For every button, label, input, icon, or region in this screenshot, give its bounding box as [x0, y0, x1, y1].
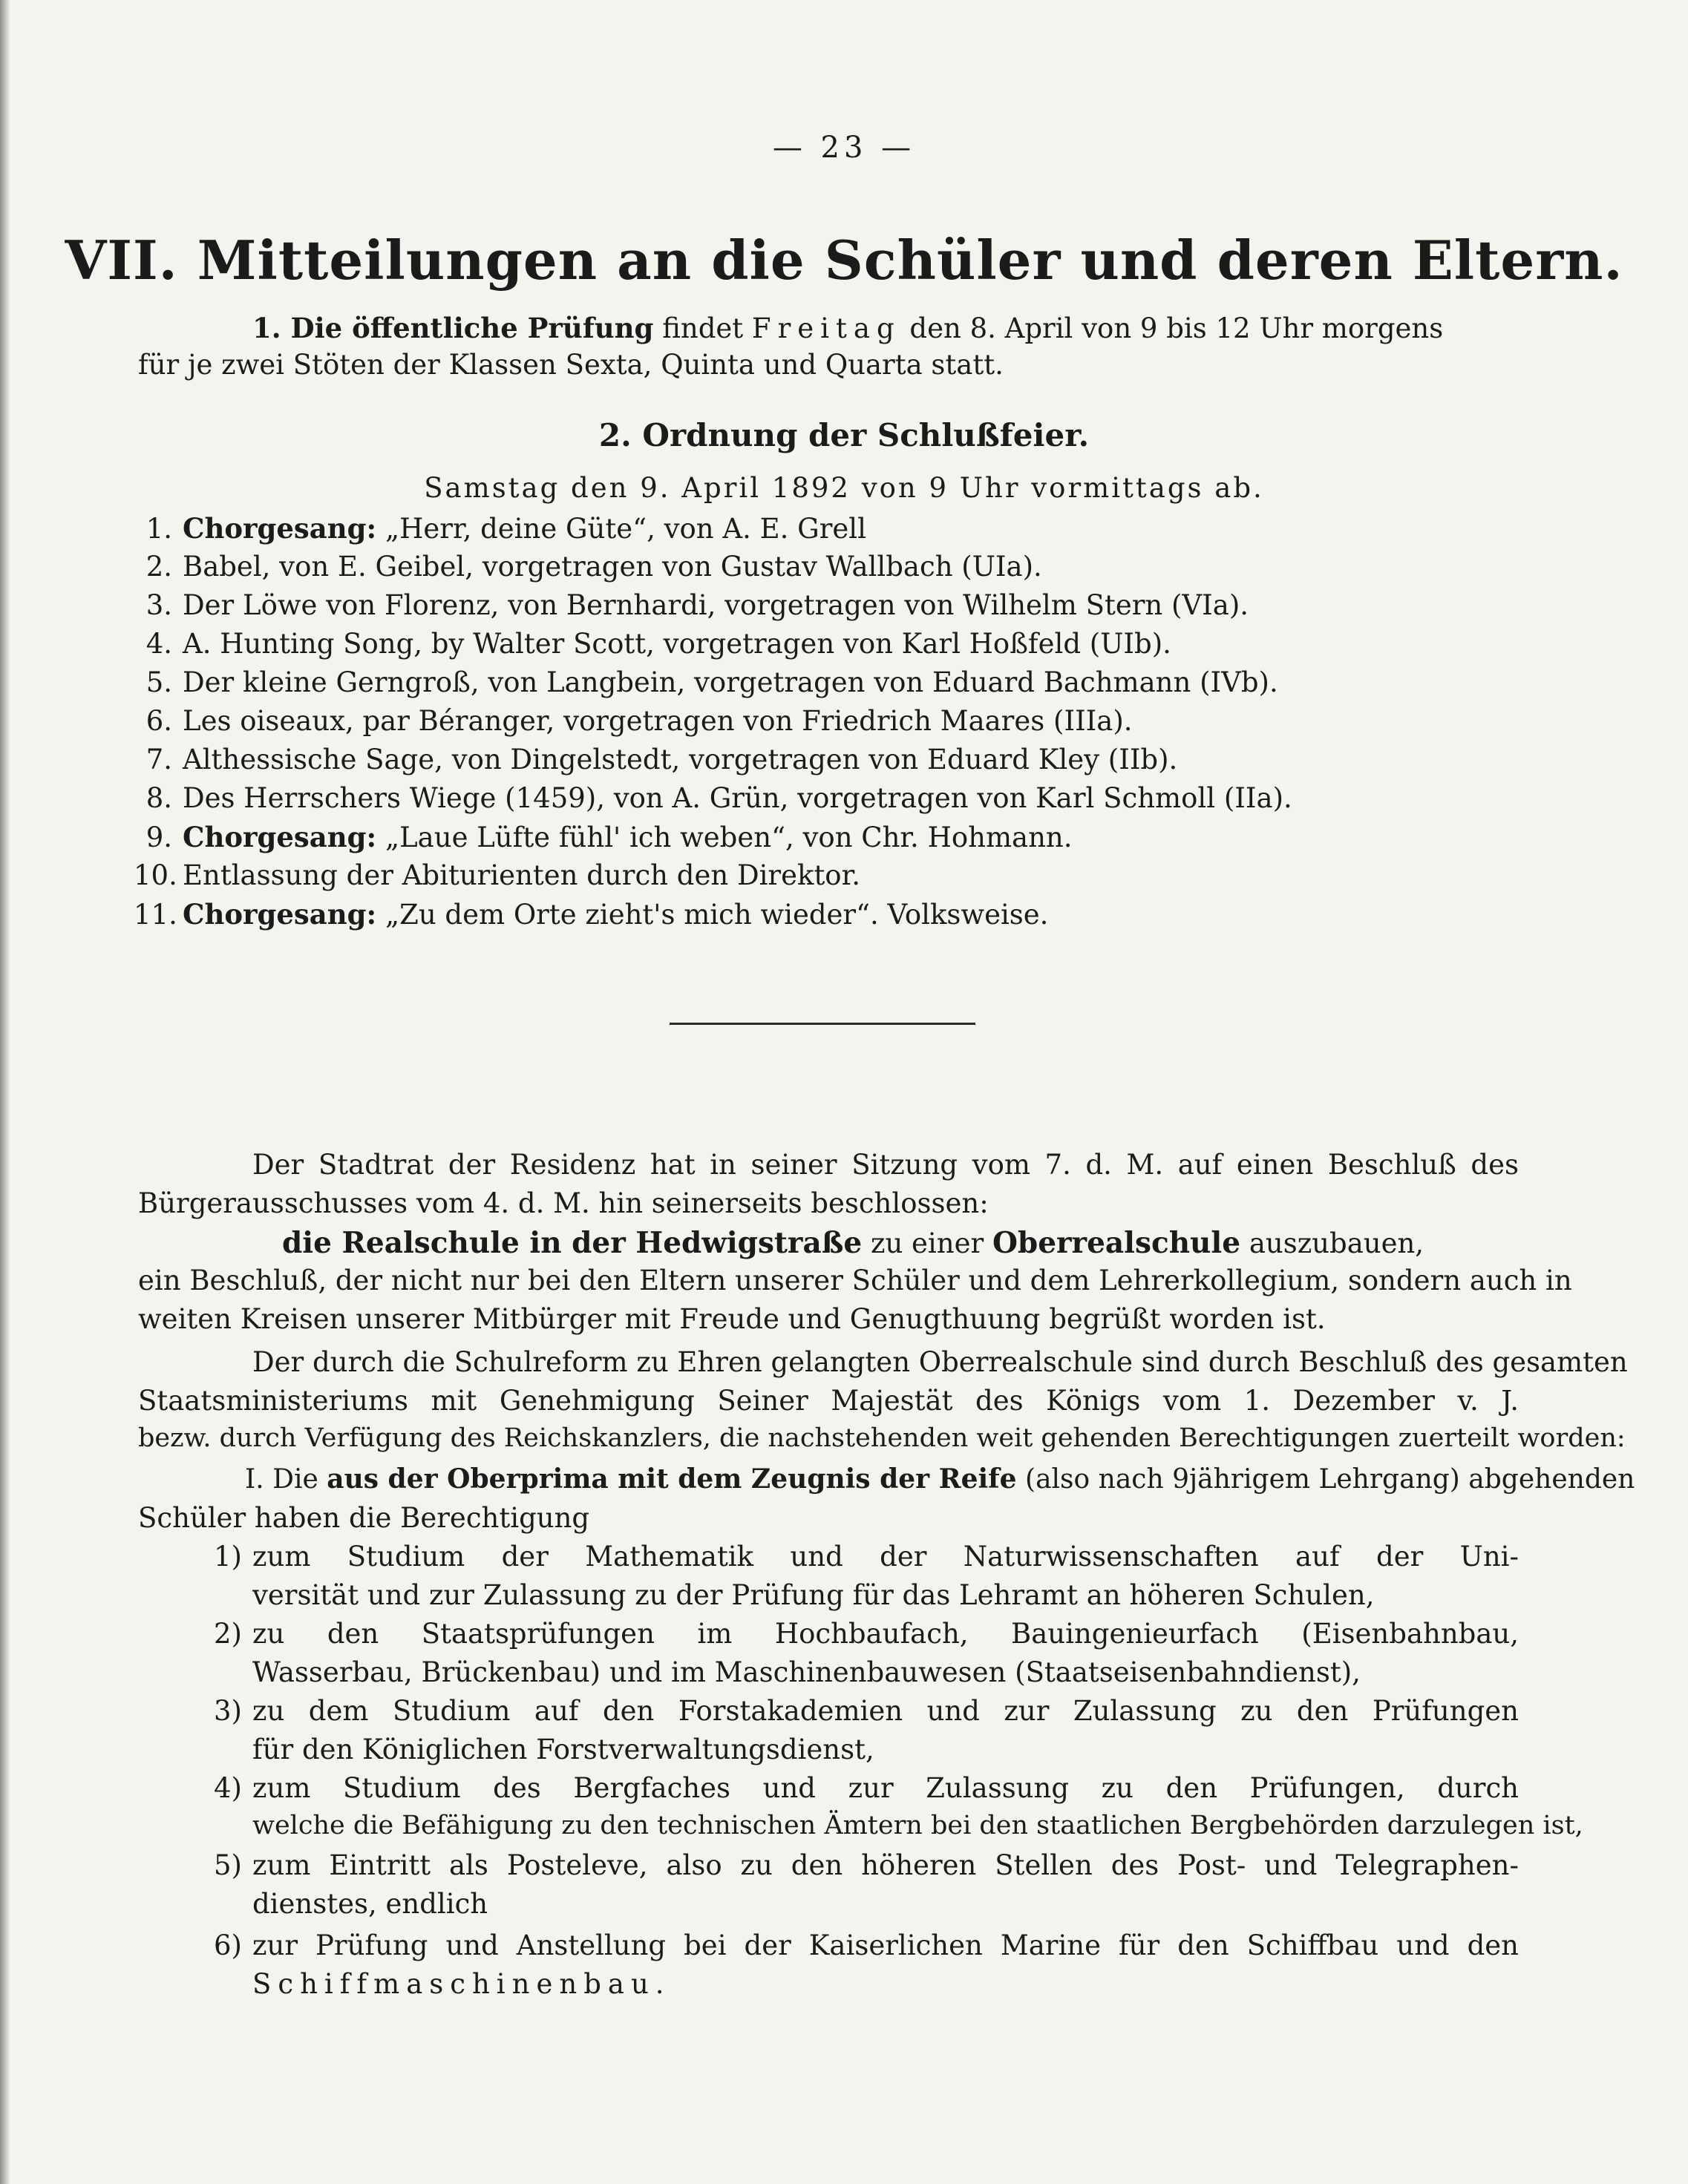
- right-1-line-1: zum Studium der Mathematik und der Naturwissenschaften auf der Uni-: [252, 1541, 1519, 1573]
- pruefung-rest-2: den 8. April von 9 bis 12 Uhr morgens: [909, 312, 1444, 344]
- program-item-number: 11.: [134, 899, 177, 931]
- program-item-text: Der Löwe von Florenz, von Bernhardi, vorgetragen von Wilhelm Stern (VIa).: [183, 589, 1249, 621]
- stadtrat-bold-realschule: die Realschule in der Hedwigstraße: [282, 1226, 863, 1260]
- right-4-line-1: zum Studium des Bergfaches und zur Zulassung zu den Prüfungen, durch: [252, 1772, 1519, 1804]
- program-item-7: [134, 744, 1177, 775]
- stadtrat-p2-line-3: bezw. durch Verfügung des Reichskanzlers, die nachstehenden weit gehenden Berechtigungen zuerteilt worden:: [138, 1423, 1626, 1453]
- program-item-3: [134, 589, 1249, 621]
- right-2-line-1: zu den Staatsprüfungen im Hochbaufach, Bauingenieurfach (Eisenbahnbau,: [252, 1618, 1519, 1650]
- program-item-9: [134, 821, 1073, 853]
- right-2-line-2: Wasserbau, Brückenbau) und im Maschinenbauwesen (Staatseisenbahndienst),: [252, 1656, 1361, 1688]
- stadtrat-p1-line-4: ein Beschluß, der nicht nur bei den Eltern unserer Schüler und dem Lehrerkollegium, sondern auch in: [138, 1265, 1572, 1296]
- stadtrat-p3-line-1: [245, 1463, 1635, 1495]
- program-item-label: Chorgesang:: [183, 821, 377, 853]
- pruefung-line-2: für je zwei Stöten der Klassen Sexta, Quinta und Quarta statt.: [138, 349, 1004, 381]
- scan-edge-shadow: [0, 0, 10, 2184]
- program-item-number: 9.: [145, 822, 172, 853]
- program-item-text: Althessische Sage, von Dingelstedt, vorgetragen von Eduard Kley (IIb).: [183, 744, 1178, 775]
- pruefung-day: Freitag: [751, 312, 901, 344]
- program-item-text: „Zu dem Orte zieht's mich wieder“. Volksweise.: [385, 899, 1049, 931]
- program-item-6: [134, 705, 1133, 737]
- program-item-8: [134, 782, 1292, 814]
- right-number: 3): [214, 1695, 242, 1727]
- right-3-line-2: für den Königlichen Forstverwaltungsdienst,: [252, 1734, 874, 1765]
- program-item-number: 3.: [145, 589, 172, 621]
- program-item-1: [134, 512, 866, 545]
- stadtrat-p2-line-2: Staatsministeriums mit Genehmigung Seiner Majestät des Königs vom 1. Dezember v. J.: [138, 1385, 1519, 1417]
- right-6-line-1: zur Prüfung und Anstellung bei der Kaiserlichen Marine für den Schiffbau und den: [252, 1929, 1519, 1961]
- program-item-text: A. Hunting Song, by Walter Scott, vorgetragen von Karl Hoßfeld (UIb).: [183, 628, 1171, 660]
- schlussfeier-heading: 2. Ordnung der Schlußfeier.: [598, 417, 1090, 453]
- right-1-line-2: versität und zur Zulassung zu der Prüfung für das Lehramt an höheren Schulen,: [252, 1579, 1375, 1611]
- program-item-number: 2.: [145, 551, 172, 583]
- right-6-line-2: Schiffmaschinenbau.: [252, 1968, 671, 2000]
- right-number: 1): [214, 1541, 242, 1573]
- stadtrat-p2-line-1: Der durch die Schulreform zu Ehren gelangten Oberrealschule sind durch Beschluß des gesamten: [252, 1346, 1628, 1378]
- stadtrat-p3-pre: I. Die: [245, 1464, 318, 1495]
- program-item-number: 10.: [134, 859, 177, 891]
- stadtrat-p3-post: (also nach 9jährigem Lehrgang) abgehenden: [1025, 1464, 1635, 1495]
- program-item-number: 5.: [145, 666, 172, 698]
- program-item-5: [134, 666, 1278, 698]
- program-item-number: 6.: [145, 705, 172, 737]
- program-item-11: [134, 898, 1048, 931]
- program-item-number: 8.: [145, 782, 172, 814]
- right-number: 6): [214, 1929, 242, 1961]
- program-item-number: 1.: [145, 513, 172, 545]
- program-item-text: „Herr, deine Güte“, von A. E. Grell: [385, 513, 866, 545]
- pruefung-rest-1: findet: [662, 312, 744, 344]
- program-item-text: Der kleine Gerngroß, von Langbein, vorgetragen von Eduard Bachmann (IVb).: [183, 666, 1278, 698]
- program-item-10: [134, 859, 860, 891]
- stadtrat-mid: zu einer: [870, 1227, 984, 1259]
- stadtrat-p3-line-2: Schüler haben die Berechtigung: [138, 1502, 590, 1534]
- stadtrat-p1-line-3: [282, 1226, 1424, 1260]
- program-item-4: [134, 628, 1171, 660]
- stadtrat-p1-line-5: weiten Kreisen unserer Mitbürger mit Freude und Genugthuung begrüßt worden ist.: [138, 1303, 1326, 1335]
- right-5-line-2: dienstes, endlich: [252, 1888, 488, 1920]
- right-4-line-2: welche die Befähigung zu den technischen Ämtern bei den staatlichen Bergbehörden darzulegen ist,: [252, 1811, 1583, 1840]
- pruefung-heading: 1. Die öffentliche Prüfung: [252, 312, 654, 344]
- stadtrat-p1-line-2: Bürgerausschusses vom 4. d. M. hin seinerseits beschlossen:: [138, 1187, 989, 1219]
- stadtrat-bold-oberrealschule: Oberrealschule: [992, 1226, 1241, 1260]
- section-divider: [670, 1023, 975, 1025]
- right-number: 4): [214, 1772, 242, 1804]
- page-number: — 23 —: [772, 131, 916, 165]
- right-number: 2): [214, 1618, 242, 1650]
- program-item-number: 4.: [145, 628, 172, 660]
- right-3-line-1: zu dem Studium auf den Forstakademien und zur Zulassung zu den Prüfungen: [252, 1695, 1519, 1727]
- program-item-2: [134, 551, 1042, 583]
- program-item-label: Chorgesang:: [183, 898, 377, 931]
- program-item-text: Les oiseaux, par Béranger, vorgetragen von Friedrich Maares (IIIa).: [183, 705, 1133, 737]
- program-item-number: 7.: [145, 744, 172, 775]
- section-title: VII. Mitteilungen an die Schüler und deren Eltern.: [65, 229, 1623, 292]
- pruefung-line-1: [252, 312, 1519, 344]
- stadtrat-p3-bold: aus der Oberprima mit dem Zeugnis der Reife: [327, 1463, 1017, 1495]
- program-item-text: „Laue Lüfte fühl' ich weben“, von Chr. Hohmann.: [385, 822, 1073, 853]
- right-5-line-1: zum Eintritt als Posteleve, also zu den höheren Stellen des Post- und Telegraphen-: [252, 1849, 1519, 1881]
- stadtrat-tail: auszubauen,: [1249, 1227, 1424, 1259]
- program-item-label: Chorgesang:: [183, 512, 377, 545]
- program-item-text: Babel, von E. Geibel, vorgetragen von Gustav Wallbach (UIa).: [183, 551, 1042, 583]
- stadtrat-p1-line-1: Der Stadtrat der Residenz hat in seiner Sitzung vom 7. d. M. auf einen Beschluß des: [252, 1149, 1519, 1181]
- program-item-text: Entlassung der Abiturienten durch den Direktor.: [183, 859, 860, 891]
- right-number: 5): [214, 1849, 242, 1881]
- program-item-text: Des Herrschers Wiege (1459), von A. Grün, vorgetragen von Karl Schmoll (IIa).: [183, 782, 1292, 814]
- schlussfeier-date: Samstag den 9. April 1892 von 9 Uhr vormittags ab.: [424, 472, 1264, 504]
